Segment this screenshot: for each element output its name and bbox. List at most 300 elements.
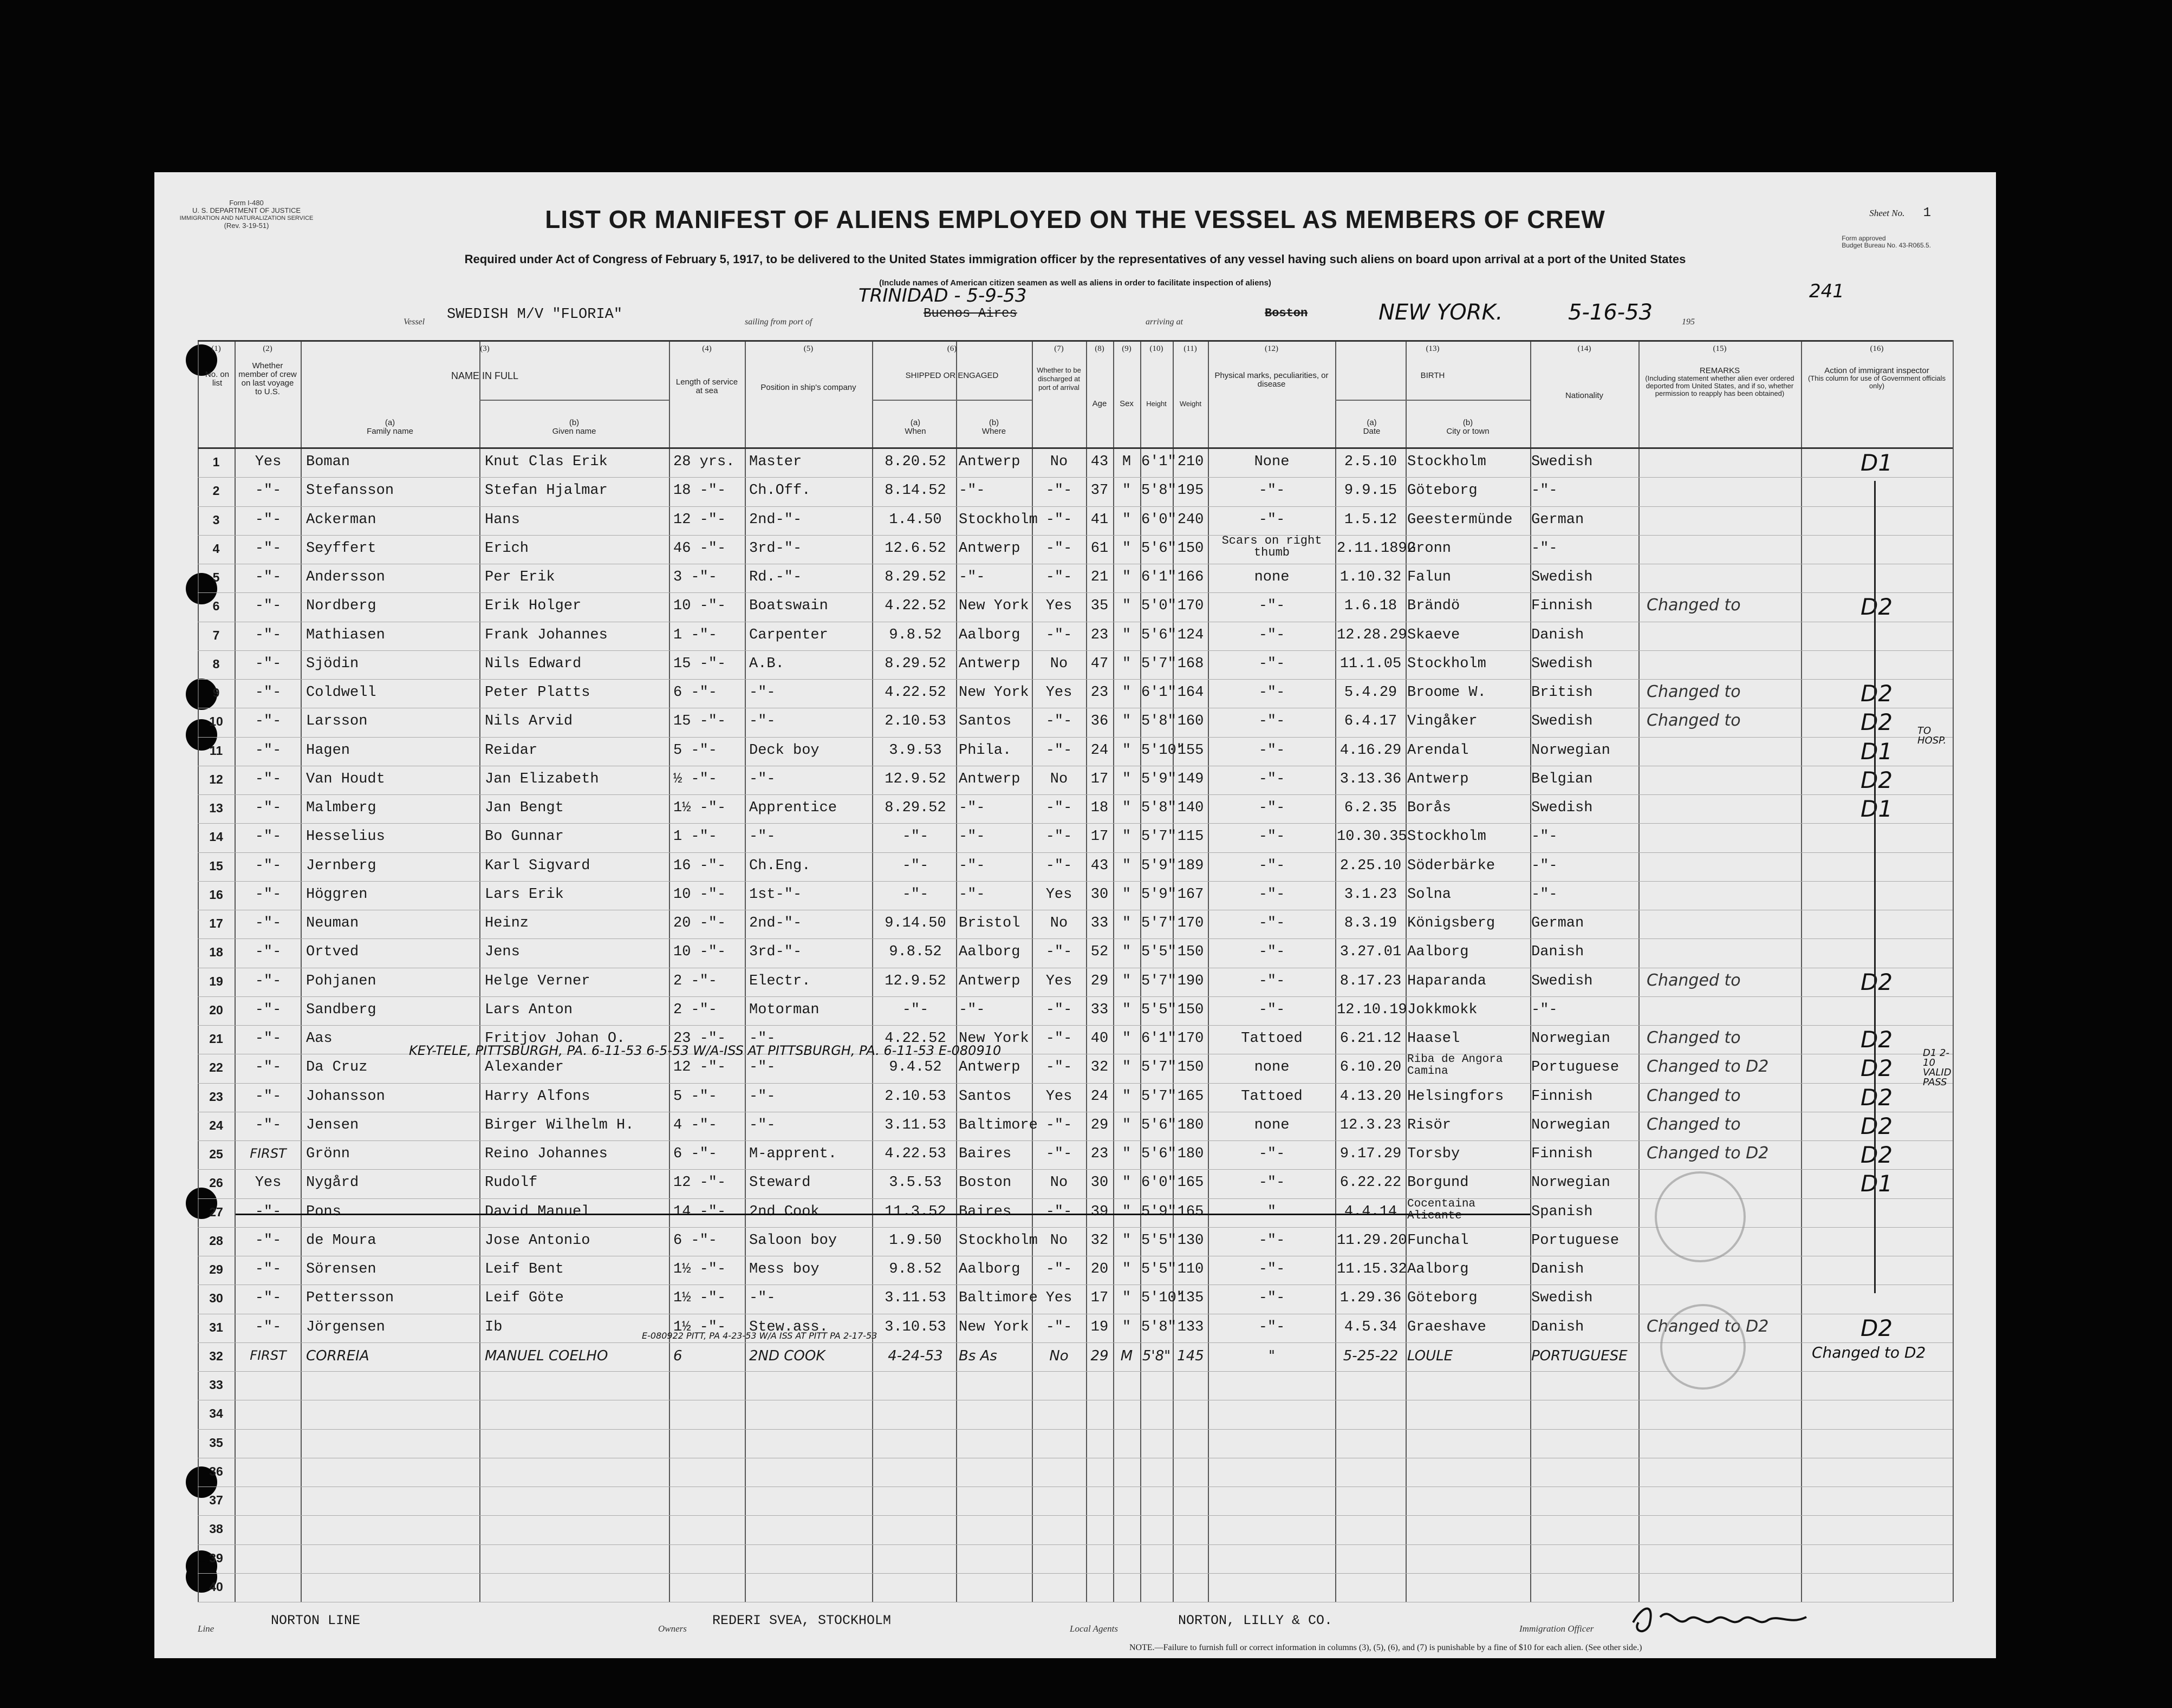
cell-when: 4.22.52 [885, 684, 946, 701]
cell-when: 4-24-53 [888, 1347, 943, 1364]
cell-disch: -"- [1045, 1261, 1072, 1277]
budget-number: Budget Bureau No. 43-R065.5. [1842, 242, 1931, 249]
cell-marks: -"- [1258, 944, 1285, 961]
cell-remarks: Changed to [1647, 970, 1741, 990]
sheet-number [1869, 206, 1931, 220]
cell-sex: " [1122, 1319, 1131, 1335]
cell-disch: Yes [1045, 684, 1072, 701]
cell-disch: No [1050, 655, 1068, 672]
cell-bcity: Aalborg [1407, 944, 1469, 961]
cell-service: 20 -"- [673, 915, 726, 931]
cell-sex: " [1122, 742, 1131, 759]
cell-when: 8.29.52 [885, 800, 946, 816]
cell-height: 6'1" [1141, 684, 1176, 701]
sheet-label: Sheet No. [1869, 208, 1905, 218]
column-number: (6) [947, 344, 957, 353]
cell-nat: Spanish [1531, 1203, 1593, 1220]
cell-position: -"- [749, 713, 776, 730]
cell-height: 5'6" [1141, 1117, 1176, 1133]
row-number: 27 [209, 1204, 223, 1219]
cell-height: 5'5" [1141, 1232, 1176, 1249]
cell-service: 6 [673, 1347, 682, 1364]
cell-disch: -"- [1045, 511, 1072, 528]
page-title: LIST OR MANIFEST OF ALIENS EMPLOYED ON THE VESSEL AS MEMBERS OF CREW [545, 205, 1605, 233]
form-number: Form I-480 [229, 199, 264, 207]
cell-marks: -"- [1258, 886, 1285, 903]
cell-marks: -"- [1258, 655, 1285, 672]
cell-family: Grönn [306, 1146, 350, 1162]
cell-height: 5'0" [1141, 598, 1176, 615]
cell-where: Stockholm [959, 1232, 1038, 1249]
cell-action: D2 [1861, 1055, 1893, 1082]
cell-height: 5'9" [1141, 857, 1176, 874]
cell-disch: Yes [1045, 973, 1072, 989]
cell-sex: " [1122, 800, 1131, 816]
cell-action: D2 [1861, 1314, 1893, 1341]
cell-when: 4.22.53 [885, 1146, 946, 1162]
cell-given: Lars Anton [485, 1001, 573, 1018]
cell-when: 11.3.52 [885, 1203, 946, 1220]
cell-sex: M [1120, 1347, 1133, 1364]
owners-label: Owners [658, 1624, 687, 1634]
cell-family: Jensen [306, 1117, 359, 1133]
cell-voyage: -"- [255, 598, 282, 615]
cell-nat: -"- [1531, 857, 1558, 874]
col-where: (b) Where [981, 418, 1006, 436]
cell-age: 61 [1090, 540, 1109, 557]
cell-marks: -"- [1258, 1261, 1285, 1277]
cell-height: 5'5" [1141, 1261, 1176, 1277]
col-name: NAME IN FULL [451, 370, 519, 381]
strike-line [236, 1214, 1530, 1215]
cell-height: 5'6" [1141, 627, 1176, 643]
cell-where: -"- [959, 800, 985, 816]
cell-marks: -"- [1258, 1232, 1285, 1249]
cell-disch: -"- [1045, 627, 1072, 643]
subtitle-note: (Include names of American citizen seamen as well as aliens in order to facilitate inspection of aliens) [879, 278, 1271, 288]
crew-table [198, 340, 1953, 1602]
cell-marks: -"- [1258, 1001, 1285, 1018]
cell-voyage: -"- [255, 1232, 282, 1249]
row-number: 3 [212, 512, 220, 527]
cell-position: -"- [749, 684, 776, 701]
cell-bcity: Jokkmokk [1407, 1001, 1478, 1018]
cell-position: M-apprent. [749, 1146, 837, 1162]
cell-bcity: Borås [1407, 800, 1452, 816]
cell-where: -"- [959, 829, 985, 845]
annotation-hosp: TO HOSP. [1917, 725, 1947, 746]
cell-age: 33 [1090, 915, 1109, 931]
annotation-pass: D1 2-10 VALID PASS [1923, 1047, 1952, 1088]
cell-height: 5'9" [1141, 886, 1176, 903]
row-number: 38 [209, 1522, 223, 1536]
cell-family: Pohjanen [306, 973, 376, 989]
cell-age: 35 [1090, 598, 1109, 615]
cell-sex: " [1122, 771, 1131, 787]
cell-height: 5'6" [1141, 1146, 1176, 1162]
arriving-label: arriving at [1146, 317, 1183, 327]
cell-bcity: Skaeve [1407, 627, 1460, 643]
cell-bcity: Riba de Angora Camina [1407, 1053, 1503, 1078]
table-row [198, 1487, 1953, 1515]
cell-weight: 240 [1177, 511, 1204, 528]
cell-position: -"- [749, 1088, 776, 1105]
cell-position: Stew.ass. [749, 1319, 828, 1335]
row-number: 5 [212, 570, 220, 584]
cell-action: D1 [1861, 796, 1893, 822]
cell-sex: " [1122, 655, 1131, 672]
col-birth: BIRTH [1420, 371, 1445, 380]
cell-given: Jan Bengt [485, 800, 564, 816]
cell-nat: -"- [1531, 1001, 1558, 1018]
table-row [198, 1544, 1953, 1573]
cell-height: 5'5" [1141, 944, 1176, 961]
cell-sex: " [1122, 829, 1131, 845]
cell-position: -"- [749, 829, 776, 845]
cell-service: 12 -"- [673, 1059, 726, 1076]
col-position: Position in ship's company [760, 383, 856, 392]
row-number: 14 [209, 830, 223, 844]
table-row [198, 881, 1953, 910]
cell-when: 3.10.53 [885, 1319, 946, 1335]
row-number: 32 [209, 1348, 223, 1363]
cell-bdate: 4.13.20 [1339, 1088, 1402, 1105]
cell-position: Steward [749, 1175, 811, 1191]
col-shipped: SHIPPED OR ENGAGED [905, 371, 999, 380]
line-value: NORTON LINE [271, 1613, 361, 1628]
cell-bcity: Torsby [1407, 1146, 1460, 1162]
cell-age: 29 [1090, 973, 1109, 989]
cell-given: Jose Antonio [485, 1232, 590, 1249]
cell-remarks: Changed to D2 [1647, 1144, 1769, 1163]
cell-position: Carpenter [749, 627, 828, 643]
cell-when: -"- [902, 1001, 929, 1018]
cell-family: Ortved [306, 944, 359, 961]
cell-where: New York [959, 684, 1029, 701]
cell-voyage: -"- [255, 483, 282, 499]
column-number: (7) [1054, 344, 1064, 353]
cell-disch: -"- [1045, 1001, 1072, 1018]
cell-bdate: 1.5.12 [1344, 511, 1397, 528]
column-number: (13) [1426, 344, 1440, 353]
cell-weight: 189 [1177, 857, 1204, 874]
row-number: 36 [209, 1464, 223, 1478]
owners-value: REDERI SVEA, STOCKHOLM [712, 1613, 892, 1628]
cell-sex: " [1122, 1031, 1131, 1047]
agents-label: Local Agents [1070, 1624, 1118, 1634]
cell-given: MANUEL COELHO [485, 1347, 608, 1364]
cell-action: D1 [1861, 738, 1893, 765]
column-number: (12) [1265, 344, 1278, 353]
cell-height: 5'9" [1141, 1203, 1176, 1220]
cell-sex: " [1122, 1001, 1131, 1018]
cell-disch: -"- [1045, 1031, 1072, 1047]
row-number: 17 [209, 916, 223, 930]
arrival-date: 5-16-53 [1568, 300, 1653, 325]
cell-nat: British [1531, 684, 1593, 701]
cell-voyage: -"- [255, 800, 282, 816]
cell-voyage: -"- [255, 944, 282, 961]
cell-when: 9.8.52 [889, 627, 942, 643]
column-number: (11) [1183, 344, 1197, 353]
cell-family: Boman [306, 454, 350, 470]
cell-marks: -"- [1258, 598, 1285, 615]
cell-marks: none [1254, 1059, 1290, 1076]
cell-service: 28 yrs. [673, 454, 735, 470]
cell-when: 8.20.52 [885, 454, 946, 470]
cell-action: D2 [1861, 594, 1893, 621]
cell-position: 2nd Cook [749, 1203, 820, 1220]
cell-service: 1 -"- [673, 627, 718, 643]
cell-family: Pons [306, 1203, 341, 1220]
cell-height: 5'8" [1141, 483, 1176, 499]
cell-nat: -"- [1531, 829, 1558, 845]
cell-marks: -"- [1258, 1319, 1285, 1335]
cell-where: Baltimore [959, 1117, 1038, 1133]
cell-service: 5 -"- [673, 742, 718, 759]
cell-given: Erik Holger [485, 598, 582, 615]
cell-nat: Swedish [1531, 800, 1593, 816]
cell-nat: Finnish [1531, 1146, 1593, 1162]
cell-height: 6'0" [1141, 1175, 1176, 1191]
cell-voyage: -"- [255, 1203, 282, 1220]
cell-service: 1½ -"- [673, 1319, 726, 1335]
cell-age: 17 [1090, 771, 1109, 787]
row-number: 4 [212, 541, 220, 556]
cell-remarks: Changed to [1647, 1028, 1741, 1047]
cell-where: -"- [959, 886, 985, 903]
cell-sex: " [1122, 1088, 1131, 1105]
col-sex: Sex [1120, 399, 1134, 408]
cell-bcity: Graeshave [1407, 1319, 1486, 1335]
cell-given: Erich [485, 540, 529, 557]
cell-height: 5'8" [1141, 800, 1176, 816]
cell-position: Master [749, 454, 802, 470]
cell-bcity: Göteborg [1407, 483, 1478, 499]
cell-given: Helge Verner [485, 973, 590, 989]
cell-family: Van Houdt [306, 771, 385, 787]
cell-nat: Swedish [1531, 569, 1593, 585]
cell-given: Fritjov Johan O. [485, 1031, 626, 1047]
cell-sex: " [1122, 1290, 1131, 1307]
cell-family: Hesselius [306, 829, 385, 845]
cell-given: Frank Johannes [485, 627, 608, 643]
cell-position: -"- [749, 1290, 776, 1307]
cell-voyage: -"- [255, 973, 282, 989]
cell-age: 37 [1090, 483, 1109, 499]
row-number: 15 [209, 858, 223, 873]
cell-bdate: 4.16.29 [1339, 742, 1402, 759]
cell-bcity: LOULE [1407, 1347, 1453, 1364]
cell-family: Hagen [306, 742, 350, 759]
cell-position: 2nd-"- [749, 511, 802, 528]
table-row [198, 910, 1953, 938]
cell-height: 5'7" [1141, 829, 1176, 845]
cell-weight: 195 [1177, 483, 1204, 499]
row-number: 31 [209, 1320, 223, 1334]
col-height: Height [1146, 400, 1167, 408]
cell-marks: -"- [1258, 684, 1285, 701]
table-row [198, 535, 1953, 564]
cell-position: Ch.Off. [749, 483, 811, 499]
cell-voyage: Yes [255, 1175, 282, 1191]
cell-marks: -"- [1258, 915, 1285, 931]
cell-family: Mathiasen [306, 627, 385, 643]
cell-marks: none [1254, 1117, 1290, 1133]
column-number: (10) [1149, 344, 1163, 353]
cell-service: 10 -"- [673, 598, 726, 615]
cell-action: D2 [1861, 1142, 1893, 1168]
cell-service: 14 -"- [673, 1203, 726, 1220]
cell-where: -"- [959, 857, 985, 874]
cell-weight: 130 [1177, 1232, 1204, 1249]
cell-bcity: Haasel [1407, 1031, 1460, 1047]
cell-service: 15 -"- [673, 713, 726, 730]
cell-position: 3rd-"- [749, 540, 802, 557]
cell-nat: Norwegian [1531, 742, 1610, 759]
cell-position: Saloon boy [749, 1232, 837, 1249]
cell-age: 21 [1090, 569, 1109, 585]
cell-service: 15 -"- [673, 655, 726, 672]
cell-bcity: Haparanda [1407, 973, 1486, 989]
cell-bdate: 4.4.14 [1344, 1203, 1397, 1220]
cell-bdate: 12.3.23 [1339, 1117, 1402, 1133]
cell-weight: 164 [1177, 684, 1204, 701]
table-row [198, 477, 1953, 506]
cell-where: Phila. [959, 742, 1012, 759]
cell-marks: " [1267, 1203, 1277, 1220]
row-number: 8 [212, 656, 220, 671]
cell-voyage: -"- [255, 1261, 282, 1277]
cell-voyage: -"- [255, 829, 282, 845]
cell-age: 23 [1090, 684, 1109, 701]
cell-bcity: Cocentaina Alicante [1407, 1197, 1476, 1222]
cell-nat: Danish [1531, 1319, 1584, 1335]
table-row [198, 1400, 1953, 1429]
cell-service: 18 -"- [673, 483, 726, 499]
cell-bcity: Stockholm [1407, 829, 1486, 845]
column-number: (2) [263, 344, 272, 353]
cell-weight: 170 [1177, 598, 1204, 615]
cell-where: -"- [959, 1001, 985, 1018]
cell-given: Hans [485, 511, 520, 528]
cell-marks: -"- [1258, 742, 1285, 759]
cell-marks: Tattoed [1241, 1088, 1303, 1105]
year-suffix: 195 [1682, 317, 1695, 327]
cell-position: 1st-"- [749, 886, 802, 903]
cell-marks: Scars on right thumb [1221, 533, 1322, 559]
cell-voyage: -"- [255, 1001, 282, 1018]
cell-nat: Finnish [1531, 1088, 1593, 1105]
cell-height: 6'1" [1141, 454, 1176, 470]
cell-marks: -"- [1258, 973, 1285, 989]
cell-bdate: 1.6.18 [1344, 598, 1397, 615]
revision: (Rev. 3-19-51) [224, 221, 269, 230]
cell-when: 3.11.53 [885, 1290, 946, 1307]
column-number: (14) [1577, 344, 1591, 353]
cell-when: 9.8.52 [889, 944, 942, 961]
cell-where: Baires [959, 1146, 1012, 1162]
cell-height: 5'7" [1141, 655, 1176, 672]
cell-bdate: 10.30.35 [1337, 829, 1407, 845]
cell-given: Ib [485, 1319, 503, 1335]
cell-given: Stefan Hjalmar [485, 483, 608, 499]
column-number: (3) [480, 344, 490, 353]
col-nationality: Nationality [1565, 391, 1604, 400]
col-discharged: Whether to be discharged at port of arrival [1037, 366, 1081, 392]
officer-label: Immigration Officer [1519, 1624, 1594, 1634]
cell-disch: -"- [1045, 713, 1072, 730]
cell-sex: " [1122, 483, 1131, 499]
cell-bcity: Risör [1407, 1117, 1452, 1133]
cell-nat: PORTUGUESE [1531, 1347, 1628, 1364]
cell-family: Larsson [306, 713, 368, 730]
agents-value: NORTON, LILLY & CO. [1178, 1613, 1333, 1628]
cell-nat: Swedish [1531, 1290, 1593, 1307]
row-number: 30 [209, 1291, 223, 1306]
cell-remarks: Changed to [1647, 596, 1741, 615]
cell-disch: No [1050, 915, 1068, 931]
row-number: 26 [209, 1176, 223, 1190]
cell-age: 17 [1090, 829, 1109, 845]
cell-bcity: Borgund [1407, 1175, 1469, 1191]
cell-height: 5'8" [1142, 1347, 1171, 1364]
cell-age: 20 [1090, 1261, 1109, 1277]
official-stamp [1655, 1171, 1746, 1262]
cell-disch: -"- [1045, 483, 1072, 499]
cell-given: Peter Platts [485, 684, 590, 701]
cell-service: 10 -"- [673, 944, 726, 961]
cell-bdate: 9.17.29 [1339, 1146, 1402, 1162]
cell-bcity: Arendal [1407, 742, 1469, 759]
cell-remarks: Changed to [1647, 1114, 1741, 1134]
cell-height: 5'10" [1141, 742, 1186, 759]
cell-position: -"- [749, 771, 776, 787]
cell-family: Andersson [306, 569, 385, 585]
cell-weight: 166 [1177, 569, 1204, 585]
cell-action: D2 [1861, 1112, 1893, 1139]
cell-weight: 133 [1177, 1319, 1204, 1335]
cell-where: Antwerp [959, 540, 1020, 557]
cell-position: Electr. [749, 973, 811, 989]
cell-weight: 180 [1177, 1146, 1204, 1162]
cell-service: 10 -"- [673, 886, 726, 903]
cell-given: Rudolf [485, 1175, 538, 1191]
row-number: 20 [209, 1002, 223, 1017]
column-number: (1) [211, 344, 221, 353]
cell-when: 4.22.52 [885, 1031, 946, 1047]
row-number: 19 [209, 974, 223, 988]
table-row [198, 1140, 1953, 1169]
table-row [198, 679, 1953, 708]
cell-given: Jens [485, 944, 520, 961]
cell-family: Höggren [306, 886, 368, 903]
cell-given: Knut Clas Erik [485, 454, 608, 470]
cell-voyage: -"- [255, 655, 282, 672]
cell-family: Malmberg [306, 800, 376, 816]
cell-voyage: -"- [255, 742, 282, 759]
cell-bdate: 12.10.19 [1337, 1001, 1407, 1018]
cell-height: 5'6" [1141, 540, 1176, 557]
cell-where: New York [959, 598, 1029, 615]
cell-service: 23 -"- [673, 1031, 726, 1047]
cell-action: D1 [1861, 449, 1893, 476]
cell-service: 6 -"- [673, 1232, 718, 1249]
cell-service: 2 -"- [673, 973, 718, 989]
cell-where: Antwerp [959, 655, 1020, 672]
cell-disch: No [1050, 1232, 1068, 1249]
cell-where: Bs As [959, 1347, 997, 1364]
